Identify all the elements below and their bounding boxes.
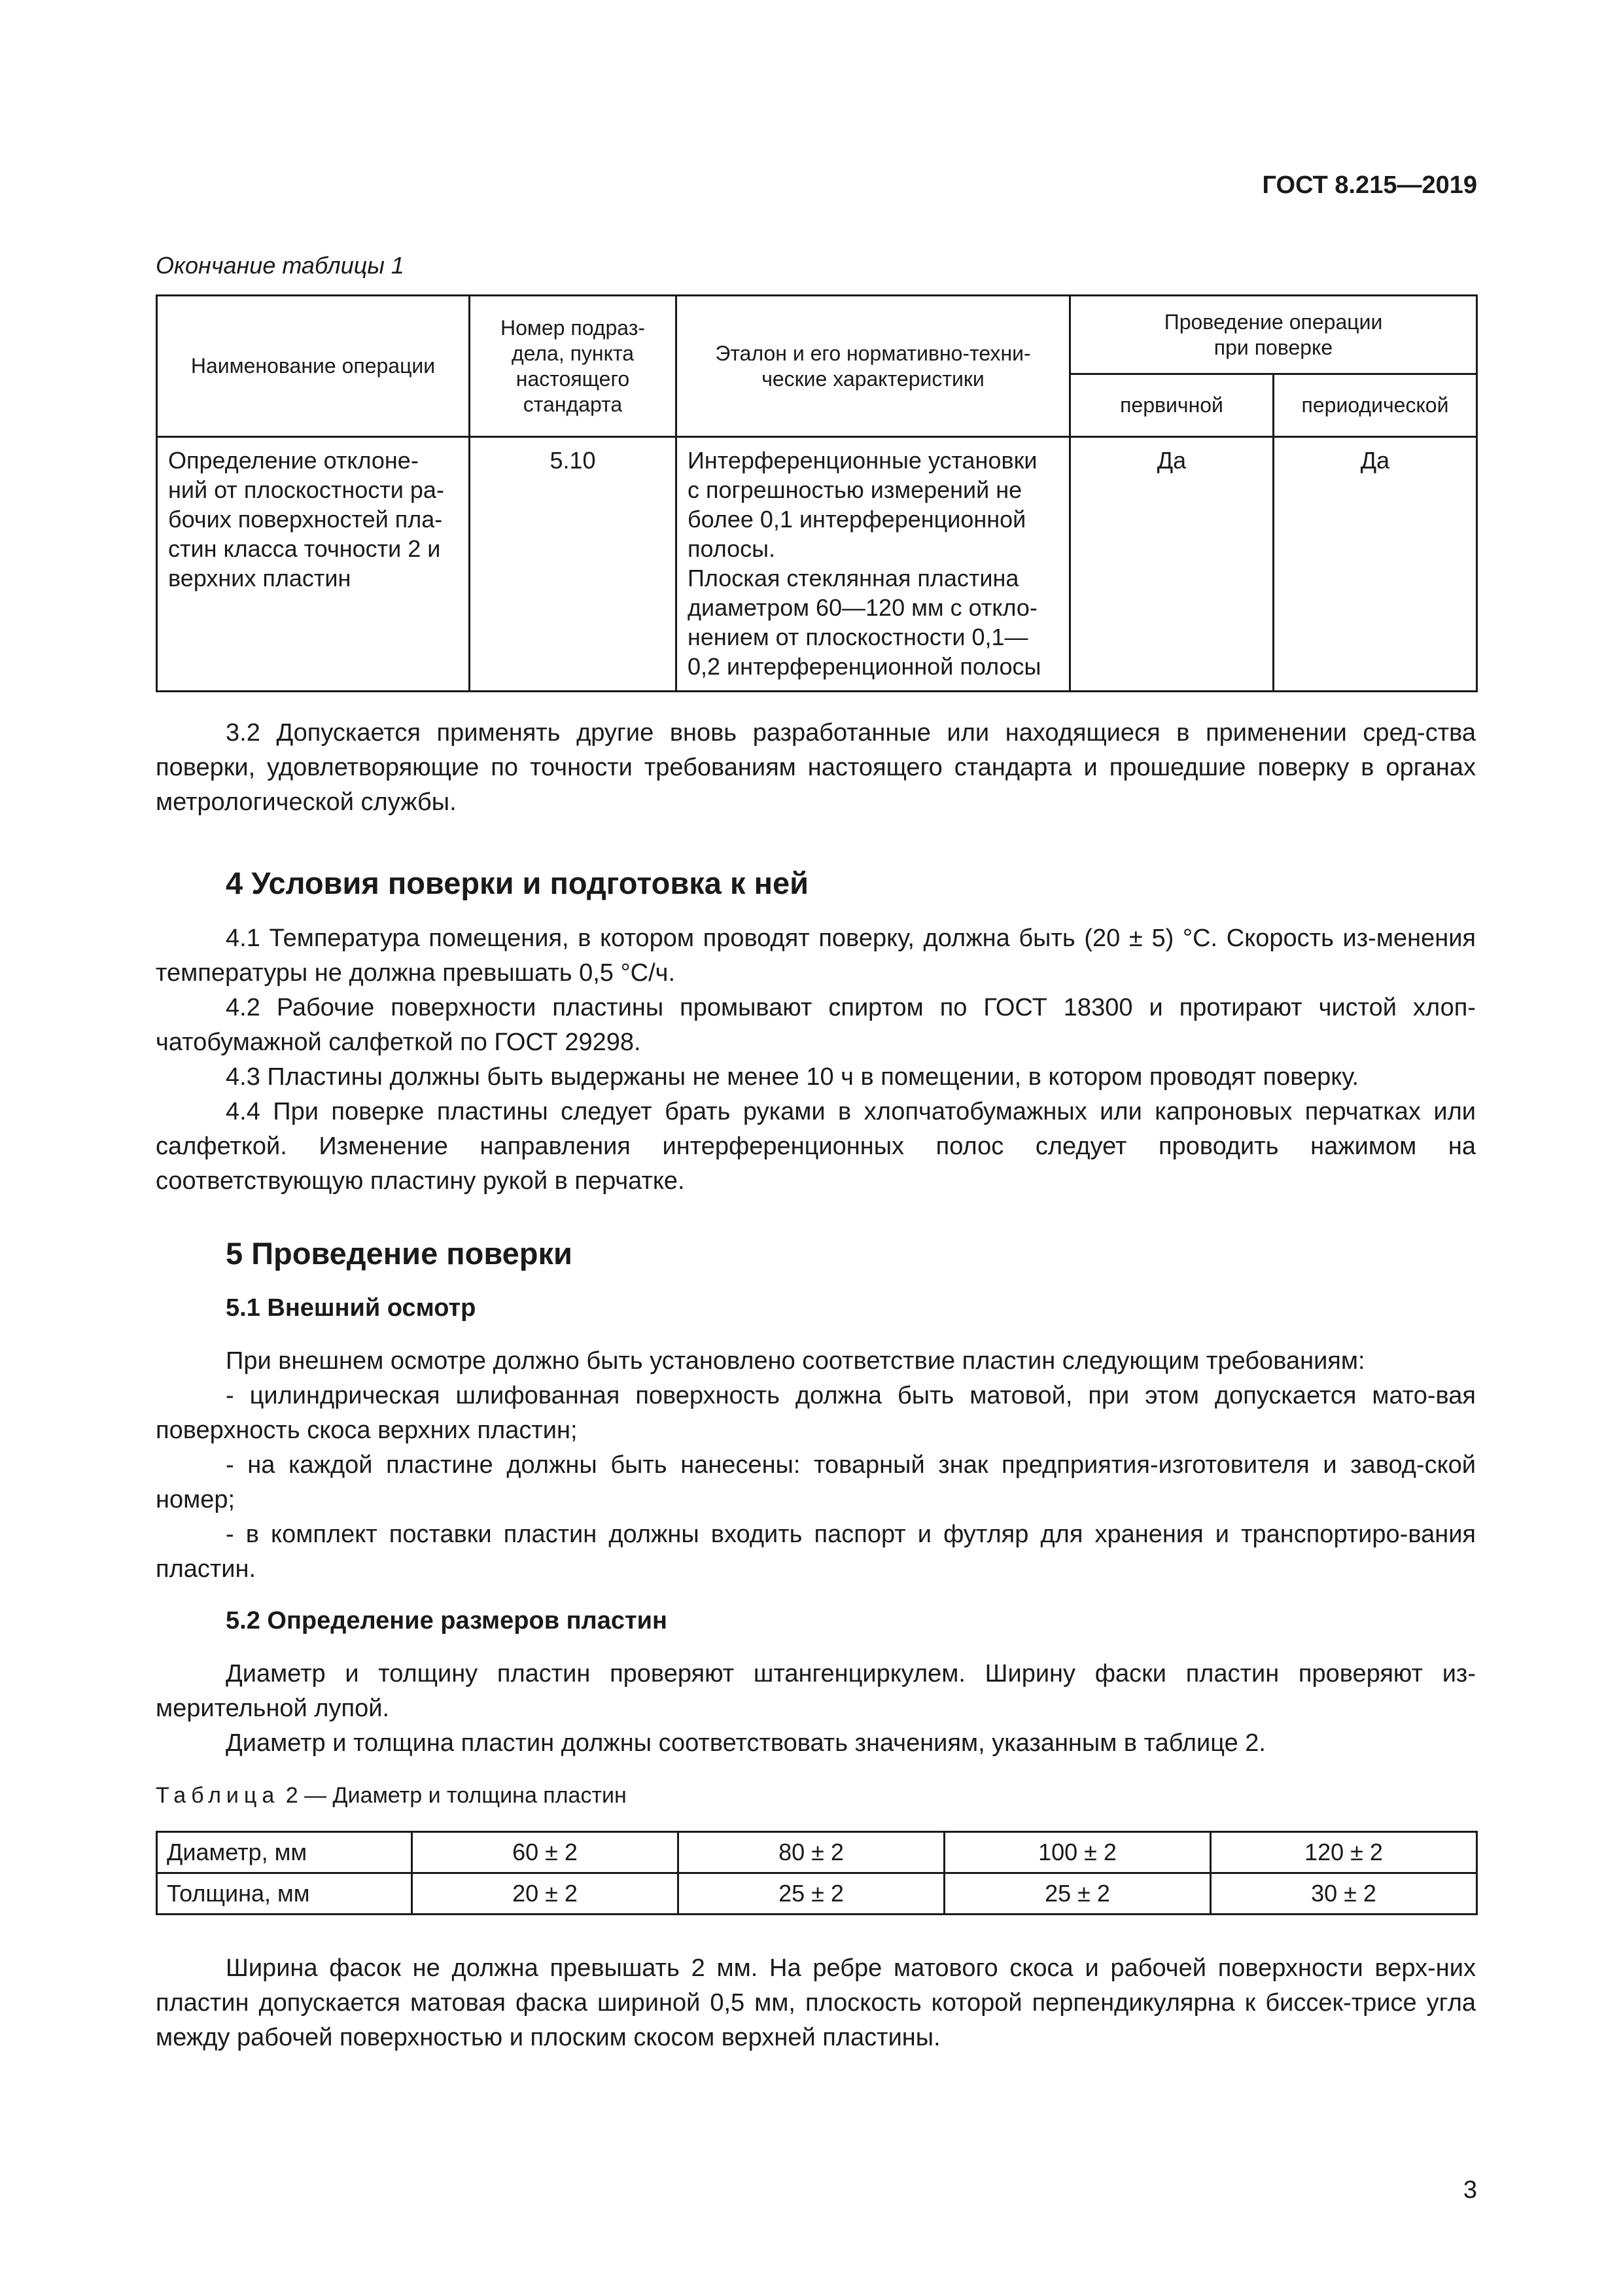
diameter-value: 60 ± 2 [412,1832,678,1873]
thickness-value: 25 ± 2 [945,1873,1211,1915]
header-periodic: периодической [1274,374,1477,437]
section-5-title: 5 Проведение поверки [226,1236,572,1271]
row-operation-name: Определение отклоне- ний от плоскостности ра- бочих поверхностей пла- стин класса точности 2 и верхних пластин [157,437,470,692]
row-standard-part1: Интерференционные установки с погрешностью измерений не более 0,1 интерференционной полосы. [688,447,1038,562]
thickness-value: 30 ± 2 [1211,1873,1477,1915]
table-2 [156,1831,1478,1915]
paragraph-3-2: 3.2 Допускается применять другие вновь разработанные или находящиеся в применении сред-ства поверки, удовлетворяющие по точности требованиям настоящего стандарта и прошедшие поверку в органах метрологической службы. [156,719,1476,816]
diameter-label: Диаметр, мм [157,1832,412,1873]
paragraph-chamfer-width: Ширина фасок не должна превышать 2 мм. На ребре матового скоса и рабочей поверхности верх-них пластин допускается матовая фаска шириной 0,5 мм, плоскость которой перпендикулярна к биссек-трисе угла между рабочей поверхностью и плоским скосом верхней пластины. [156,1954,1476,2051]
page-number: 3 [1463,2176,1477,2204]
diameter-value: 80 ± 2 [678,1832,945,1873]
header-standard [676,296,1070,437]
table-row [157,1832,1477,1873]
row-standard-part2: Плоская стеклянная пластина диаметром 60—120 мм с откло- нением от плоскостности 0,1— 0,2 интерференционной полосы [688,565,1041,680]
paragraph-5-1-item-2: - на каждой пластине должны быть нанесены: товарный знак предприятия-изготовителя и завод-ской номер; [156,1451,1476,1513]
paragraph-5-1-item-1: - цилиндрическая шлифованная поверхность должна быть матовой, при этом допускается мато-вая поверхность скоса верхних пластин; [156,1382,1476,1444]
subsection-5-2-title: 5.2 Определение размеров пластин [226,1607,667,1634]
paragraph-4-2: 4.2 Рабочие поверхности пластины промывают спиртом по ГОСТ 18300 и протирают чистой хлоп-чатобумажной салфеткой по ГОСТ 29298. [156,994,1476,1056]
paragraph-4-1: 4.1 Температура помещения, в котором проводят поверку, должна быть (20 ± 5) °С. Скорость из-менения температуры не должна превышать 0,5 °С/ч. [156,925,1476,987]
paragraph-5-1-item-3: - в комплект поставки пластин должны входить паспорт и футляр для хранения и транспортиро-вания пластин. [156,1521,1476,1583]
subsection-5-2-body [156,1657,1476,1761]
table2-caption-text: 2 — Диаметр и толщина пластин [279,1783,627,1808]
header-primary: первичной [1070,374,1274,437]
final-paragraph-block [156,1951,1476,2055]
header-section-number [470,296,676,437]
table-1 [156,294,1478,692]
paragraph-5-2-2: Диаметр и толщина пластин должны соответствовать значениям, указанным в таблице 2. [226,1729,1266,1757]
paragraph-5-2-1: Диаметр и толщину пластин проверяют штангенциркулем. Ширину фаски пластин проверяют из-мерительной лупой. [156,1660,1476,1722]
header-operation-name [157,296,470,437]
paragraph-5-1-intro: При внешнем осмотре должно быть установлено соответствие пластин следующим требованиям: [226,1347,1365,1375]
table1-caption: Окончание таблицы 1 [156,252,404,279]
diameter-value: 120 ± 2 [1211,1832,1477,1873]
subsection-5-1-body [156,1344,1476,1587]
table2-caption-label: Таблица [156,1783,280,1808]
paragraph-4-4: 4.4 При поверке пластины следует брать руками в хлопчатобумажных или капроновых перчатках или салфеткой. Изменение направления интерференционных полос следует проводить нажимом на соответствующую пластину рукой в перчатке. [156,1098,1476,1195]
row-section-number: 5.10 [470,437,676,692]
header-verification-text: Проведение операции при поверке [1164,309,1383,359]
header-standard-text: Эталон и его нормативно-техни- ческие характеристики [715,341,1031,391]
table-row [157,1873,1477,1915]
document-code: ГОСТ 8.215—2019 [1262,171,1477,199]
table2-caption [156,1783,627,1809]
row-primary: Да [1070,437,1274,692]
header-operation-name-text: Наименование операции [190,354,436,378]
header-section-number-text: Номер подраз- дела, пункта настоящего стандарта [500,315,646,416]
paragraph-3-2-block [156,716,1476,820]
paragraph-4-3: 4.3 Пластины должны быть выдержаны не менее 10 ч в помещении, в котором проводят поверку. [226,1063,1359,1091]
diameter-value: 100 ± 2 [945,1832,1211,1873]
thickness-value: 25 ± 2 [678,1873,945,1915]
row-periodic: Да [1274,437,1477,692]
section-4-body [156,921,1476,1199]
section-4-title: 4 Условия поверки и подготовка к ней [226,866,809,900]
row-standard [676,437,1070,692]
thickness-value: 20 ± 2 [412,1873,678,1915]
thickness-label: Толщина, мм [157,1873,412,1915]
subsection-5-1-title: 5.1 Внешний осмотр [226,1294,476,1322]
header-verification [1070,296,1477,374]
